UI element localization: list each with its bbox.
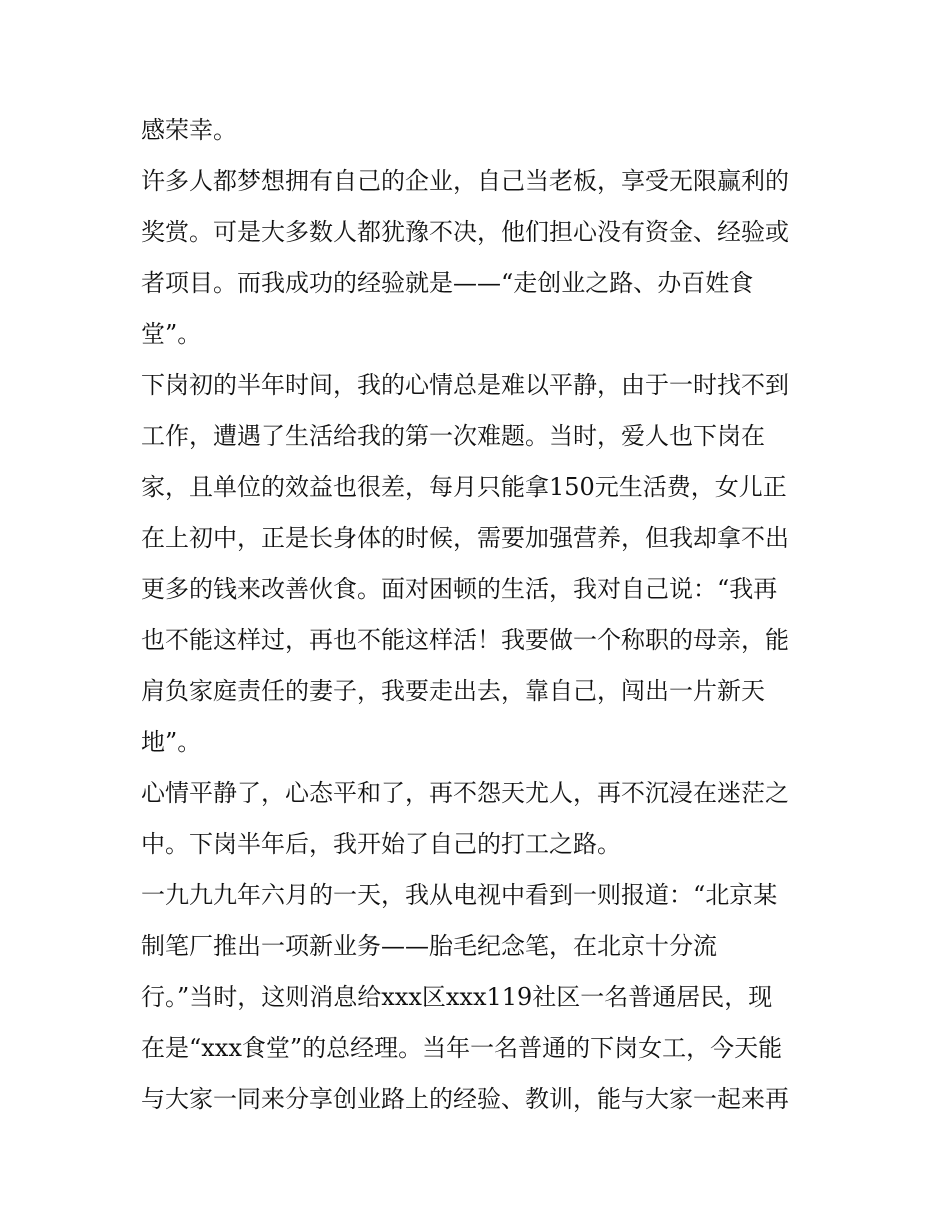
text-line: 者项目。而我成功的经验就是——“走创业之路、办百姓食 (141, 269, 754, 297)
text-line: 行。”当时，这则消息给xxx区xxx119社区一名普通居民，现 (141, 983, 773, 1011)
text-line: 制笔厂推出一项新业务——胎毛纪念笔，在北京十分流 (141, 932, 717, 960)
text-line: 下岗初的半年时间，我的心情总是难以平静，由于一时找不到 (141, 371, 789, 399)
text-line: 工作，遭遇了生活给我的第一次难题。当时，爱人也下岗在 (141, 422, 765, 450)
text-line: 奖赏。可是大多数人都犹豫不决，他们担心没有资金、经验或 (141, 218, 789, 246)
text-line: 地”。 (141, 728, 202, 756)
text-line: 感荣幸。 (141, 116, 237, 144)
text-line: 心情平静了，心态平和了，再不怨天尤人，再不沉浸在迷茫之 (141, 779, 789, 807)
text-line: 堂”。 (141, 320, 202, 348)
text-line: 与大家一同来分享创业路上的经验、教训，能与大家一起来再 (141, 1085, 789, 1113)
body-text (141, 105, 821, 1125)
text-line: 许多人都梦想拥有自己的企业，自己当老板，享受无限赢利的 (141, 167, 789, 195)
text-line: 一九九九年六月的一天，我从电视中看到一则报道：“北京某 (141, 881, 778, 909)
text-line: 肩负家庭责任的妻子，我要走出去，靠自己，闯出一片新天 (141, 677, 765, 705)
text-line: 也不能这样过，再也不能这样活！我要做一个称职的母亲，能 (141, 626, 789, 654)
text-line: 中。下岗半年后，我开始了自己的打工之路。 (141, 830, 621, 858)
text-line: 在上初中，正是长身体的时候，需要加强营养，但我却拿不出 (141, 524, 789, 552)
text-line: 在是“xxx食堂”的总经理。当年一名普通的下岗女工，今天能 (141, 1034, 783, 1062)
text-line: 家，且单位的效益也很差，每月只能拿150元生活费，女儿正 (141, 473, 787, 501)
text-line: 更多的钱来改善伙食。面对困顿的生活，我对自己说：“我再 (141, 575, 778, 603)
